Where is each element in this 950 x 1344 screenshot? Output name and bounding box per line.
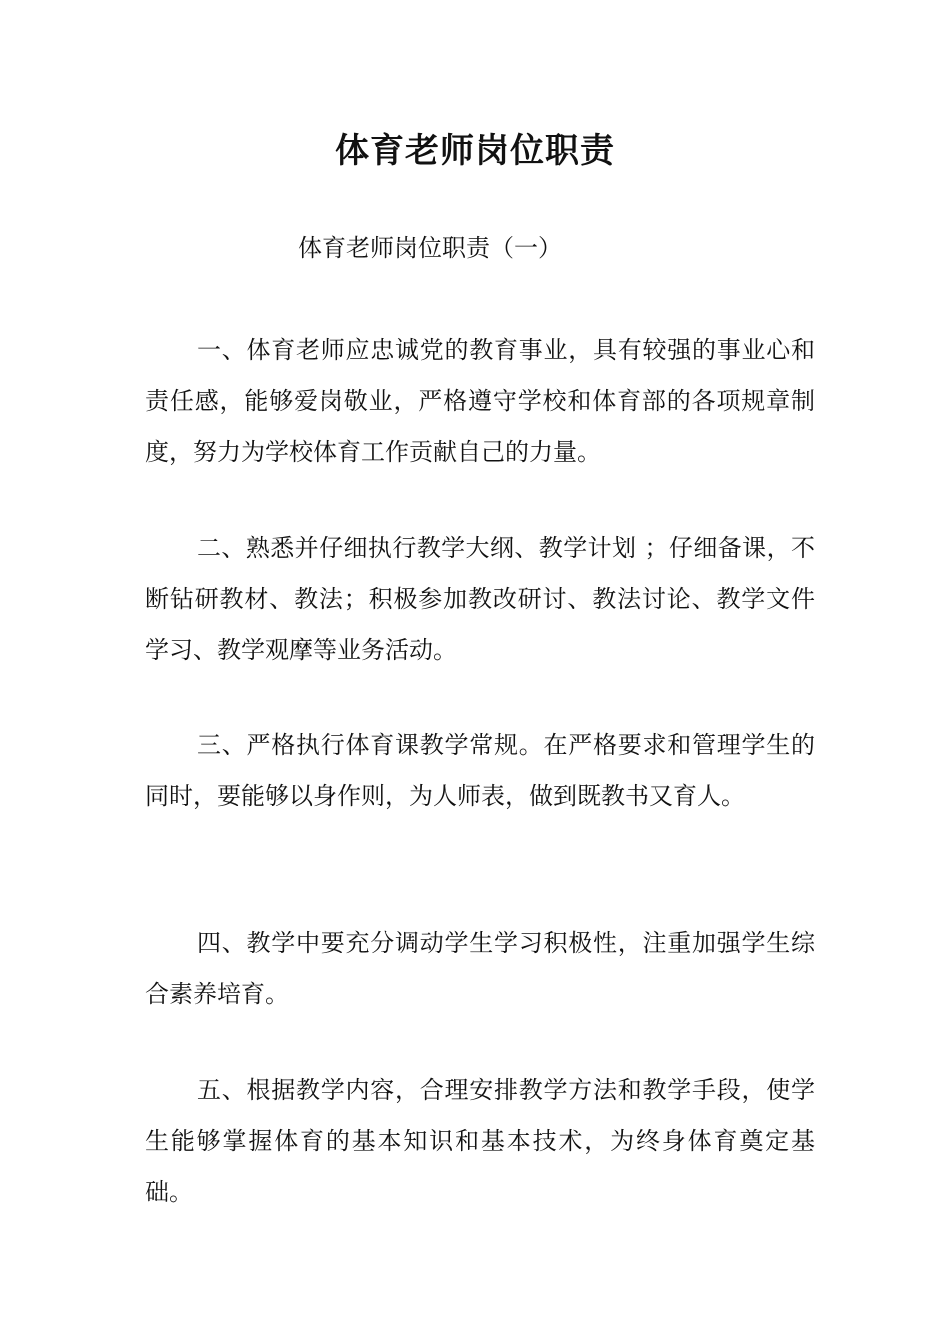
- paragraph-1: 一、体育老师应忠诚党的教育事业，具有较强的事业心和责任感，能够爱岗敬业，严格遵守学校和体育部的各项规章制度，努力为学校体育工作贡献自己的力量。: [145, 336, 815, 466]
- paragraph-5: 五、根据教学内容，合理安排教学方法和教学手段，使学生能够掌握体育的基本知识和基本技术，为终身体育奠定基础。: [145, 1076, 815, 1206]
- document-title: 体育老师岗位职责: [335, 131, 615, 171]
- paragraph-2: 二、熟悉并仔细执行教学大纲、教学计划 ；仔细备课，不断钻研教材、教法；积极参加教改研讨、教法讨论、教学文件学习、教学观摩等业务活动。: [145, 534, 815, 664]
- paragraph-3: 三、严格执行体育课教学常规。在严格要求和管理学生的同时，要能够以身作则，为人师表，做到既教书又育人。: [145, 731, 815, 810]
- document-subtitle: 体育老师岗位职责（一）: [298, 234, 562, 262]
- paragraph-4: 四、教学中要充分调动学生学习积极性，注重加强学生综合素养培育。: [145, 929, 815, 1008]
